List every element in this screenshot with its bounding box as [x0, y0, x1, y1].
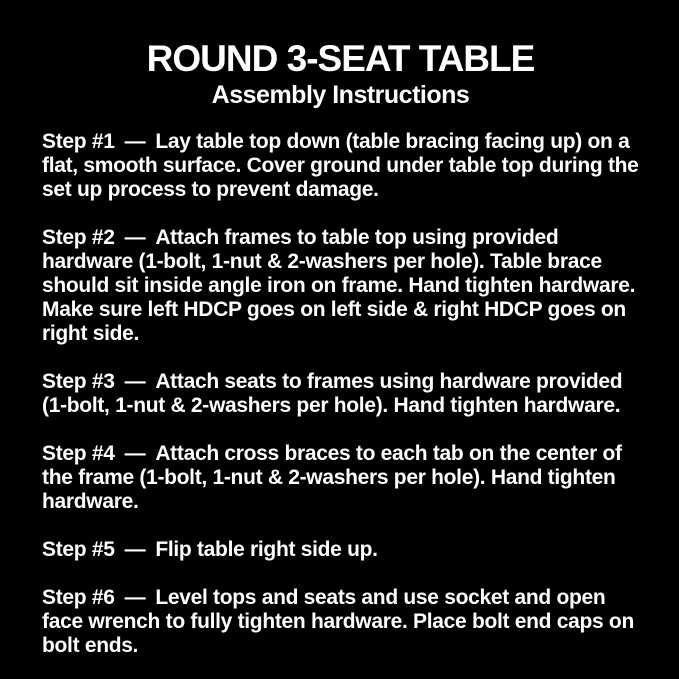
step-6-text: Level tops and seats and use socket and open face wrench to fully tighten hardware. Place bolt end caps on bolt ends. — [42, 585, 634, 657]
page-subtitle: Assembly Instructions — [211, 80, 470, 109]
step-4-separator: — — [124, 441, 146, 465]
step-3-text: Attach seats to frames using hardware provided (1-bolt, 1-nut & 2-washers per hole). Hand tighten hardware. — [42, 369, 623, 417]
step-1-separator: — — [124, 129, 146, 153]
step-6-label: Step #6 — [42, 585, 115, 609]
step-6-paragraph — [42, 586, 639, 658]
step-3-paragraph — [42, 370, 639, 418]
step-4-text: Attach cross braces to each tab on the center of the frame (1-bolt, 1-nut & 2-washers per hole). Hand tighten hardware. — [42, 441, 622, 513]
step-5-text: Flip table right side up. — [155, 537, 378, 561]
step-4-paragraph — [42, 442, 639, 514]
step-2-text: Attach frames to table top using provided hardware (1-bolt, 1-nut & 2-washers per hole). Table brace should sit inside angle iron on frame. Hand tighten hardware. Make sure left HDCP goes on left side & right HDCP goes on right side. — [42, 225, 636, 345]
step-2-paragraph — [42, 226, 639, 346]
step-2-label: Step #2 — [42, 225, 115, 249]
step-5-label: Step #5 — [42, 537, 115, 561]
step-1-label: Step #1 — [42, 129, 115, 153]
step-1-text: Lay table top down (table bracing facing up) on a flat, smooth surface. Cover ground under table top during the set up process to prevent damage. — [42, 129, 639, 201]
step-2-separator: — — [124, 225, 146, 249]
step-5-separator: — — [124, 537, 146, 561]
step-5-paragraph — [42, 538, 639, 562]
step-3-separator: — — [124, 369, 146, 393]
page-title: ROUND 3-SEAT TABLE — [146, 38, 535, 79]
step-4-label: Step #4 — [42, 441, 115, 465]
step-1-paragraph — [42, 130, 639, 202]
step-3-label: Step #3 — [42, 369, 115, 393]
step-6-separator: — — [124, 585, 146, 609]
